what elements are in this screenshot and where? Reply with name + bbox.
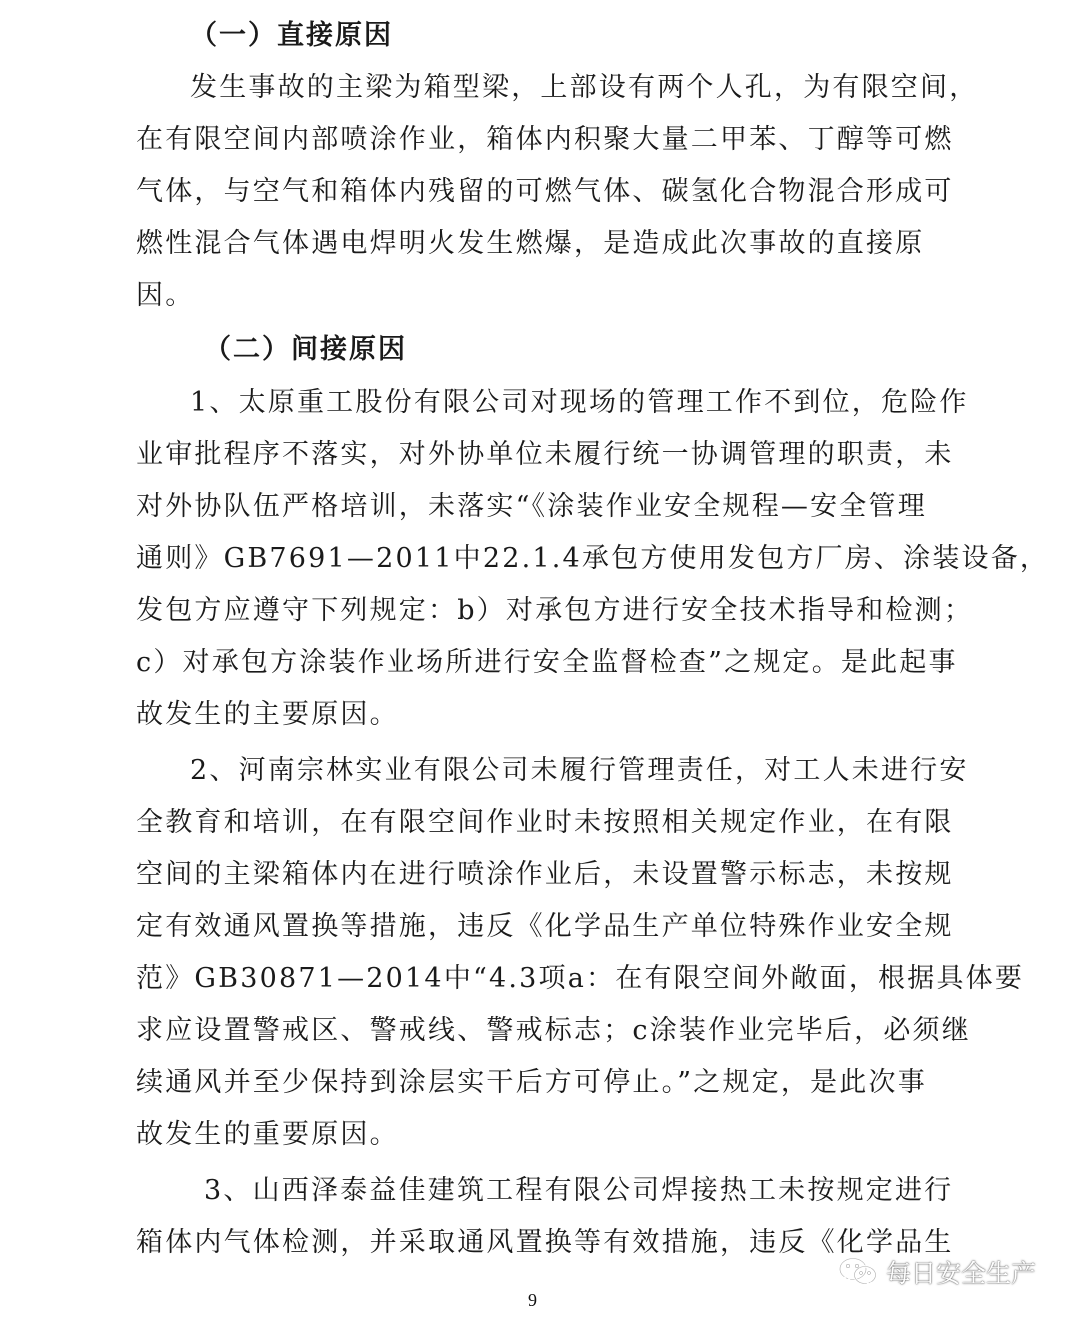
section-heading-direct-cause: （一）直接原因 [190, 20, 393, 51]
paragraph-line: 业审批程序不落实，对外协单位未履行统一协调管理的职责，未 [136, 439, 954, 470]
paragraph-line: 发生事故的主梁为箱型梁，上部设有两个人孔，为有限空间， [190, 72, 979, 103]
paragraph-line: 故发生的主要原因。 [136, 699, 399, 730]
paragraph-line: 对外协队伍严格培训，未落实“《涂装作业安全规程—安全管理 [136, 491, 927, 522]
paragraph-line: c）对承包方涂装作业场所进行安全监督检查”之规定。是此起事 [136, 647, 958, 678]
paragraph-line: 故发生的重要原因。 [136, 1119, 399, 1150]
paragraph-line: 3、山西泽泰益佳建筑工程有限公司焊接热工未按规定进行 [204, 1175, 954, 1206]
paragraph-line: 1、太原重工股份有限公司对现场的管理工作不到位，危险作 [190, 387, 969, 418]
paragraph-line: 在有限空间内部喷涂作业，箱体内积聚大量二甲苯、丁醇等可燃 [136, 124, 954, 155]
paragraph-line: 续通风并至少保持到涂层实干后方可停止。”之规定，是此次事 [136, 1067, 927, 1098]
paragraph-line: 箱体内气体检测，并采取通风置换等有效措施，违反《化学品生 [136, 1227, 954, 1258]
paragraph-line: 通则》GB7691—2011中22.1.4承包方使用发包方厂房、涂装设备， [136, 543, 1050, 574]
paragraph-line: 范》GB30871—2014中“4.3项a：在有限空间外敞面，根据具体要 [136, 963, 1025, 994]
page-number: 9 [528, 1290, 537, 1310]
paragraph-line: 求应设置警戒区、警戒线、警戒标志；c涂装作业完毕后，必须继 [136, 1015, 971, 1046]
watermark [838, 1252, 1036, 1292]
paragraph-line: 燃性混合气体遇电焊明火发生燃爆，是造成此次事故的直接原 [136, 228, 925, 259]
section-heading-indirect-cause: （二）间接原因 [204, 334, 407, 365]
paragraph-line: 2、河南宗林实业有限公司未履行管理责任，对工人未进行安 [190, 755, 969, 786]
paragraph-line: 定有效通风置换等措施，违反《化学品生产单位特殊作业安全规 [136, 911, 954, 942]
paragraph-line: 因。 [136, 280, 195, 311]
paragraph-line: 气体，与空气和箱体内残留的可燃气体、碳氢化合物混合形成可 [136, 176, 954, 207]
paragraph-line: 发包方应遵守下列规定：b）对承包方进行安全技术指导和检测； [136, 595, 974, 626]
watermark-text: 每日安全生产 [886, 1259, 1037, 1288]
wechat-icon [838, 1256, 878, 1288]
paragraph-line: 全教育和培训，在有限空间作业时未按照相关规定作业，在有限 [136, 807, 954, 838]
paragraph-line: 空间的主梁箱体内在进行喷涂作业后，未设置警示标志，未按规 [136, 859, 954, 890]
